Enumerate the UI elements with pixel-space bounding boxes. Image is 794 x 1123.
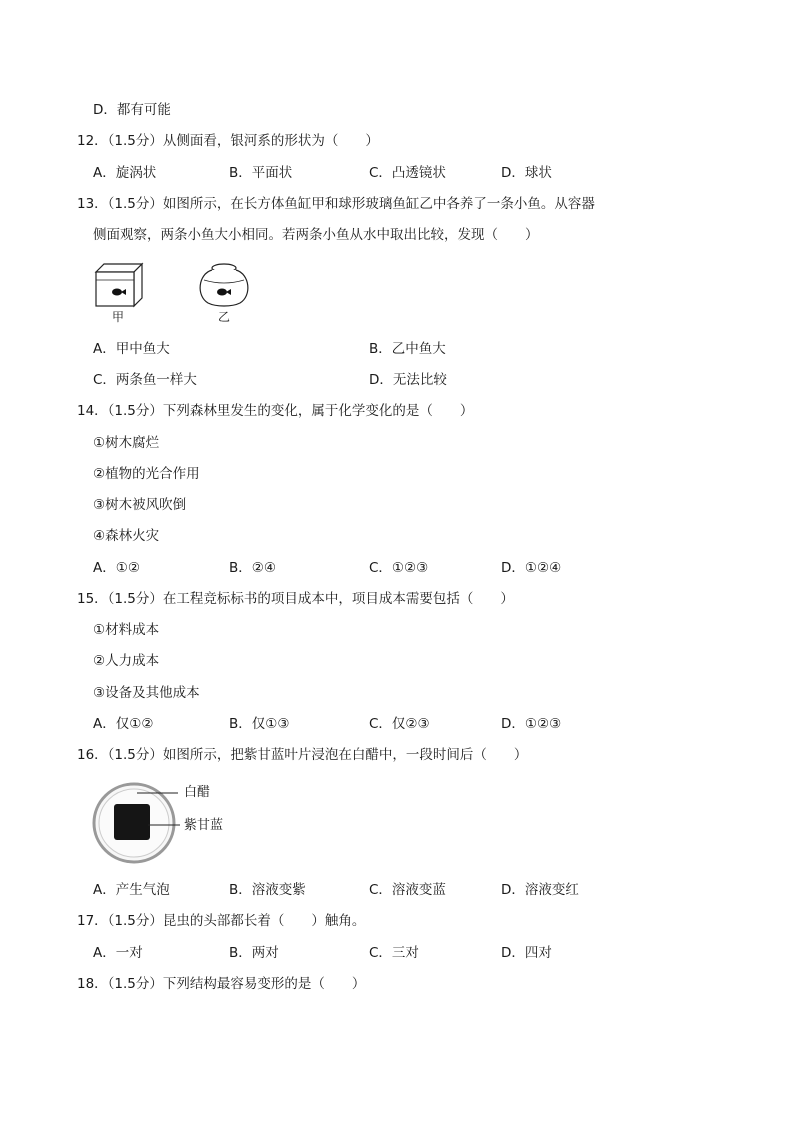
q13-option-d: D．无法比较 [369,372,447,388]
q15-item-1: ①材料成本 [93,622,160,638]
q16-stem: 16．（1.5分）如图所示，把紫甘蓝叶片浸泡在白醋中，一段时间后（ ） [77,747,528,763]
q16-figure-cabbage-in-vinegar [92,778,252,868]
rectangular-tank [96,264,142,306]
q15-option-d: D．①②③ [501,716,562,732]
q15-option-a: A．仅①② [93,716,154,732]
q14-item-2: ②植物的光合作用 [93,466,200,482]
q11-option-d: D．都有可能 [93,102,171,118]
label-white-vinegar: 白醋 [184,785,211,800]
q14-item-1: ①树木腐烂 [93,435,160,451]
q16-option-a: A．产生气泡 [93,882,170,898]
q17-stem: 17．（1.5分）昆虫的头部都长着（ ）触角。 [77,913,366,929]
q14-option-c: C．①②③ [369,560,429,576]
q14-item-3: ③树木被风吹倒 [93,497,187,513]
q16-option-d: D．溶液变红 [501,882,579,898]
tank-label-jia: 甲 [112,310,125,324]
q12-stem: 12．（1.5分）从侧面看，银河系的形状为（ ） [77,133,379,149]
q17-option-d: D．四对 [501,945,552,961]
q14-item-4: ④森林火灾 [93,528,160,544]
q12-option-c: C．凸透镜状 [369,165,446,181]
q12-option-a: A．旋涡状 [93,165,157,181]
q14-option-a: A．①② [93,560,140,576]
q13-option-a: A．甲中鱼大 [93,341,170,357]
q12-option-d: D．球状 [501,165,552,181]
q13-option-c: C．两条鱼一样大 [93,372,197,388]
q17-option-b: B．两对 [229,945,279,961]
q14-stem: 14．（1.5分）下列森林里发生的变化，属于化学变化的是（ ） [77,403,474,419]
q14-option-b: B．②④ [229,560,276,576]
q15-stem: 15．（1.5分）在工程竞标标书的项目成本中，项目成本需要包括（ ） [77,591,514,607]
q13-option-b: B．乙中鱼大 [369,341,446,357]
q12-option-b: B．平面状 [229,165,293,181]
q16-option-c: C．溶液变蓝 [369,882,446,898]
q13-stem-line1: 13．（1.5分）如图所示，在长方体鱼缸甲和球形玻璃鱼缸乙中各养了一条小鱼。从容器 [77,196,595,212]
q16-option-b: B．溶液变紫 [229,882,306,898]
tank-label-yi: 乙 [218,310,231,324]
round-bowl [200,264,248,306]
q18-stem: 18．（1.5分）下列结构最容易变形的是（ ） [77,976,366,992]
q14-option-d: D．①②④ [501,560,562,576]
q15-item-2: ②人力成本 [93,653,160,669]
q15-option-c: C．仅②③ [369,716,430,732]
q13-stem-line2: 侧面观察，两条小鱼大小相同。若两条小鱼从水中取出比较，发现（ ） [93,227,539,243]
q15-option-b: B．仅①③ [229,716,290,732]
label-purple-cabbage: 紫甘蓝 [184,818,224,833]
q15-item-3: ③设备及其他成本 [93,685,200,701]
petri-dish-illustration [92,778,252,868]
q17-option-a: A．一对 [93,945,143,961]
q13-figure-fish-tanks [90,258,260,328]
q17-option-c: C．三对 [369,945,419,961]
